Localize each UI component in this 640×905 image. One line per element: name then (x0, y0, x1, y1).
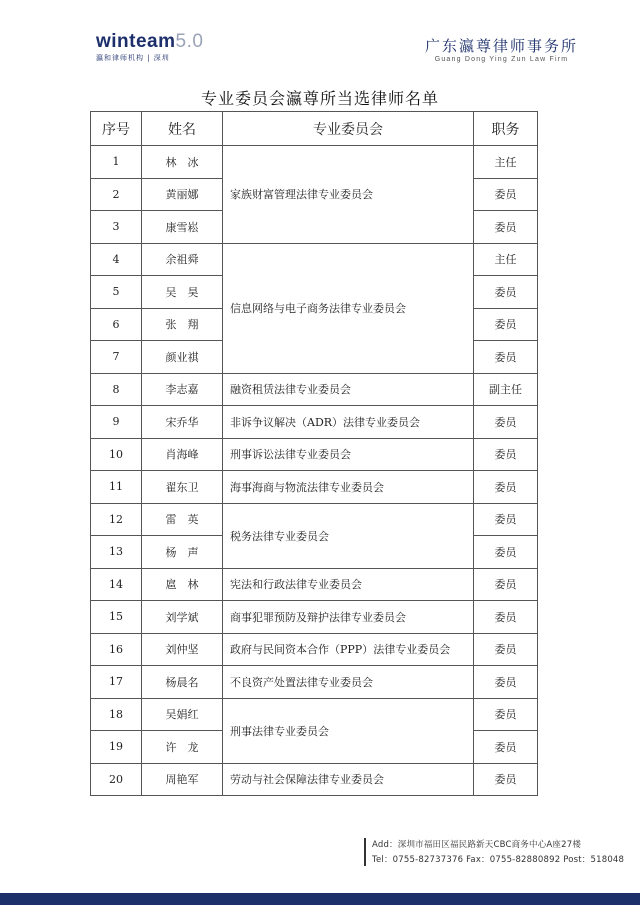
row-committee: 政府与民间资本合作（PPP）法律专业委员会 (223, 633, 474, 666)
row-role: 委员 (474, 471, 538, 504)
row-name: 张 翔 (142, 308, 223, 341)
table-row (91, 406, 538, 439)
table-row (91, 763, 538, 796)
row-committee: 刑事法律专业委员会 (223, 698, 474, 763)
row-committee: 劳动与社会保障法律专业委员会 (223, 763, 474, 796)
footer-contact: Tel：0755-82737376 Fax：0755-82880892 Post：518048 (372, 855, 625, 865)
row-name: 肖海峰 (142, 438, 223, 471)
row-no: 20 (91, 763, 142, 796)
brand-version: 5.0 (175, 31, 204, 52)
table-row (91, 146, 538, 179)
row-role: 委员 (474, 406, 538, 439)
row-no: 12 (91, 503, 142, 536)
row-name: 康雪崧 (142, 211, 223, 244)
row-name: 刘仲坚 (142, 633, 223, 666)
brand-name: winteam (96, 31, 176, 52)
table-row (91, 666, 538, 699)
row-role: 委员 (474, 211, 538, 244)
bottom-color-band (0, 893, 640, 905)
row-no: 3 (91, 211, 142, 244)
table-header-row (91, 112, 538, 146)
row-name: 杨 声 (142, 536, 223, 569)
row-name: 扈 林 (142, 568, 223, 601)
row-committee: 海事海商与物流法律专业委员会 (223, 471, 474, 504)
row-no: 16 (91, 633, 142, 666)
row-role: 委员 (474, 568, 538, 601)
row-name: 许 龙 (142, 731, 223, 764)
row-no: 13 (91, 536, 142, 569)
row-name: 余祖舜 (142, 243, 223, 276)
row-committee: 税务法律专业委员会 (223, 503, 474, 568)
row-no: 6 (91, 308, 142, 341)
header-role: 职务 (474, 112, 538, 146)
row-no: 5 (91, 276, 142, 309)
row-no: 14 (91, 568, 142, 601)
row-no: 11 (91, 471, 142, 504)
row-name: 吴娟红 (142, 698, 223, 731)
row-name: 林 冰 (142, 146, 223, 179)
table-row (91, 243, 538, 276)
brand-subtitle: 瀛和律师机构 | 深圳 (96, 54, 170, 62)
row-role: 委员 (474, 341, 538, 374)
row-name: 颜业祺 (142, 341, 223, 374)
row-no: 4 (91, 243, 142, 276)
row-committee: 商事犯罪预防及辩护法律专业委员会 (223, 601, 474, 634)
row-role: 委员 (474, 503, 538, 536)
footer-address: Add：深圳市福田区福民路新天CBC商务中心A座27楼 (372, 840, 582, 850)
row-name: 周艳军 (142, 763, 223, 796)
table-row (91, 373, 538, 406)
row-name: 刘学斌 (142, 601, 223, 634)
row-committee: 宪法和行政法律专业委员会 (223, 568, 474, 601)
row-committee: 非诉争议解决（ADR）法律专业委员会 (223, 406, 474, 439)
row-no: 18 (91, 698, 142, 731)
firm-name-en: Guang Dong Ying Zun Law Firm (434, 56, 569, 63)
row-role: 委员 (474, 731, 538, 764)
row-role: 主任 (474, 146, 538, 179)
row-committee: 家族财富管理法律专业委员会 (223, 146, 474, 244)
row-committee: 信息网络与电子商务法律专业委员会 (223, 243, 474, 373)
row-name: 杨晨名 (142, 666, 223, 699)
table-row (91, 601, 538, 634)
page-footer (364, 836, 634, 870)
committee-roster-table (90, 111, 538, 796)
row-committee: 刑事诉讼法律专业委员会 (223, 438, 474, 471)
footer-divider (364, 838, 366, 866)
row-name: 宋乔华 (142, 406, 223, 439)
row-no: 19 (91, 731, 142, 764)
table-row (91, 471, 538, 504)
row-no: 2 (91, 178, 142, 211)
row-no: 1 (91, 146, 142, 179)
row-role: 委员 (474, 601, 538, 634)
row-role: 委员 (474, 276, 538, 309)
row-committee: 不良资产处置法律专业委员会 (223, 666, 474, 699)
page-header (0, 0, 640, 76)
row-no: 17 (91, 666, 142, 699)
row-committee: 融资租赁法律专业委员会 (223, 373, 474, 406)
row-role: 委员 (474, 536, 538, 569)
header-no: 序号 (91, 112, 142, 146)
row-name: 翟东卫 (142, 471, 223, 504)
row-role: 委员 (474, 178, 538, 211)
header-name: 姓名 (142, 112, 223, 146)
row-no: 10 (91, 438, 142, 471)
row-role: 委员 (474, 633, 538, 666)
row-role: 委员 (474, 308, 538, 341)
row-name: 黄丽娜 (142, 178, 223, 211)
row-role: 委员 (474, 763, 538, 796)
table-row (91, 633, 538, 666)
firm-name-cn: 广东瀛尊律师事务所 (424, 37, 578, 55)
firm-logo (425, 35, 578, 63)
row-role: 副主任 (474, 373, 538, 406)
table-row (91, 568, 538, 601)
row-name: 吴 昊 (142, 276, 223, 309)
header-committee: 专业委员会 (223, 112, 474, 146)
row-no: 15 (91, 601, 142, 634)
winteam-logo (96, 32, 203, 63)
row-name: 雷 英 (142, 503, 223, 536)
row-name: 李志嘉 (142, 373, 223, 406)
document-title: 专业委员会瀛尊所当选律师名单 (200, 89, 439, 108)
row-role: 委员 (474, 666, 538, 699)
row-role: 委员 (474, 698, 538, 731)
row-no: 8 (91, 373, 142, 406)
table-row (91, 698, 538, 731)
table-row (91, 503, 538, 536)
row-role: 主任 (474, 243, 538, 276)
row-no: 7 (91, 341, 142, 374)
row-no: 9 (91, 406, 142, 439)
table-row (91, 438, 538, 471)
row-role: 委员 (474, 438, 538, 471)
